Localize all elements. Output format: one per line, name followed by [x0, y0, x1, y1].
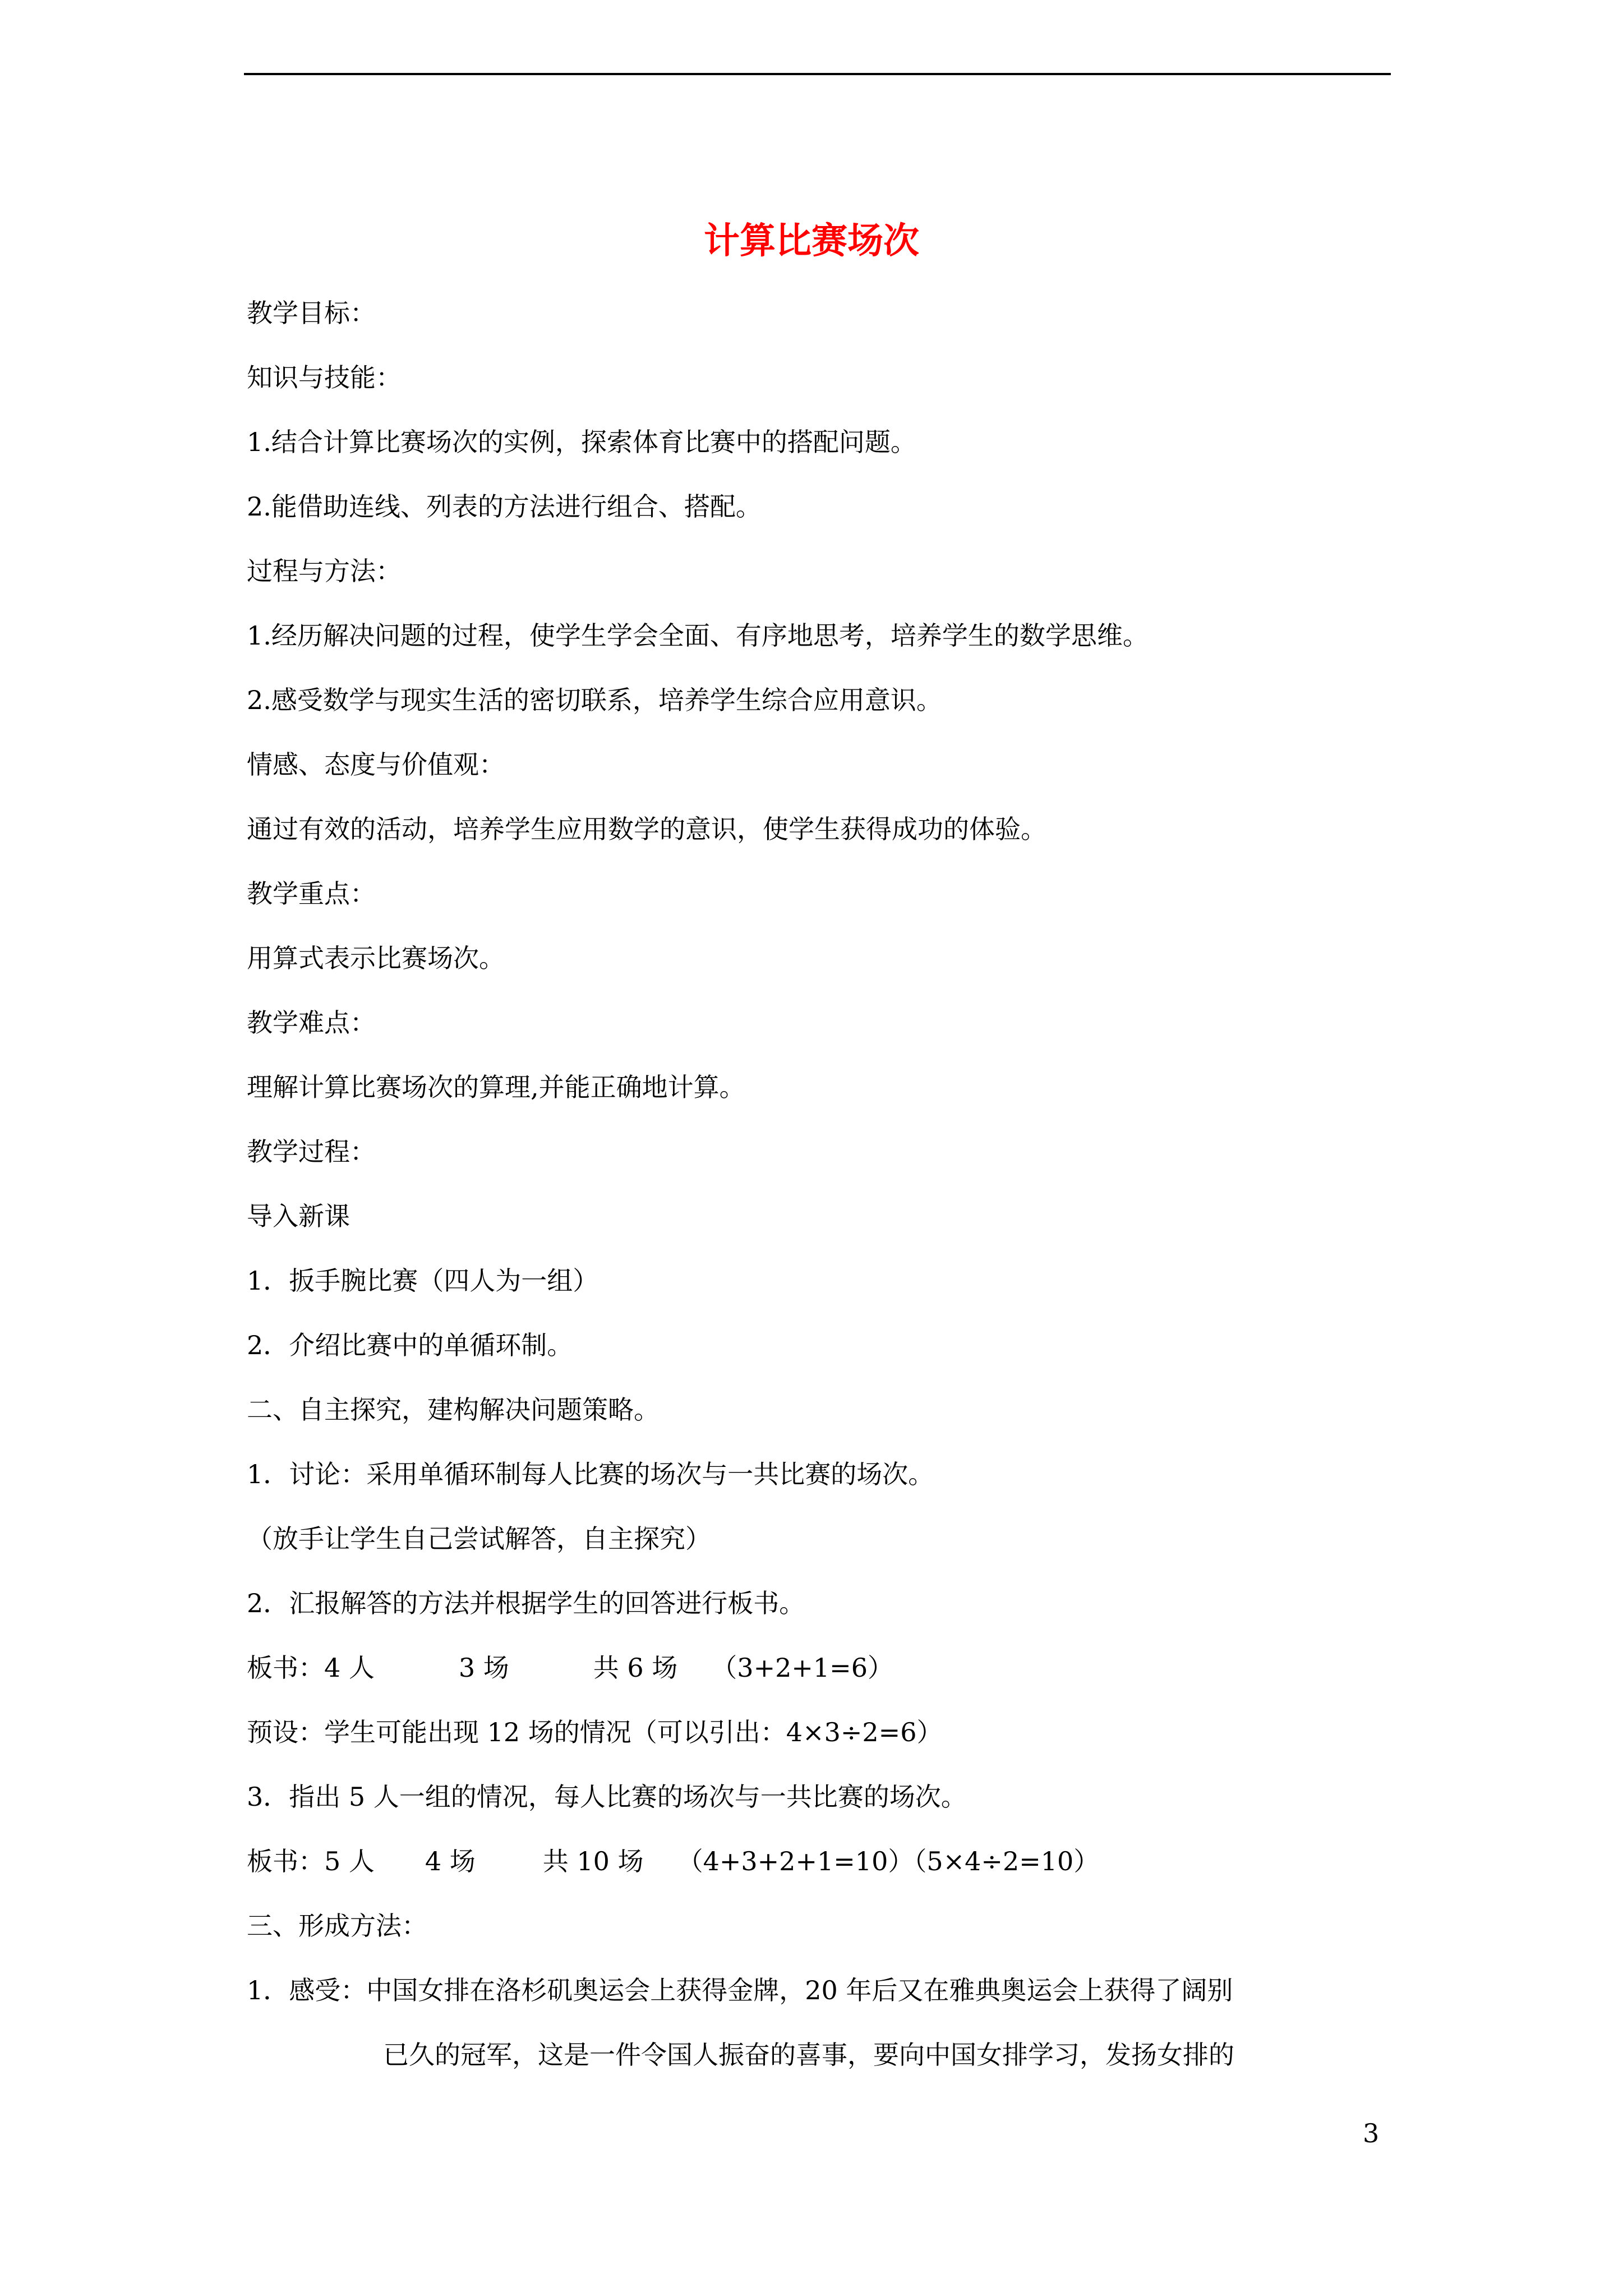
board-formula: （3+2+1=6） [711, 1653, 893, 1683]
paragraph-line: 1．扳手腕比赛（四人为一组） [247, 1266, 599, 1296]
heading-section-2: 二、自主探究，建构解决问题策略。 [247, 1395, 660, 1425]
heading-teaching-process: 教学过程： [247, 1137, 376, 1167]
paragraph-line: 通过有效的活动，培养学生应用数学的意识，使学生获得成功的体验。 [247, 814, 1046, 844]
board-per-person: 4 场 [425, 1846, 476, 1876]
paragraph-line: 2．介绍比赛中的单循环制。 [247, 1330, 573, 1360]
heading-section-3: 三、形成方法： [247, 1911, 427, 1941]
paragraph-line: 2．汇报解答的方法并根据学生的回答进行板书。 [247, 1588, 805, 1618]
heading-emotion-values: 情感、态度与价值观： [247, 749, 505, 780]
paragraph-line: 2.感受数学与现实生活的密切联系，培养学生综合应用意识。 [247, 685, 942, 715]
heading-process-method: 过程与方法： [247, 556, 402, 586]
paragraph-line-continued: 已久的冠军，这是一件令国人振奋的喜事，要向中国女排学习，发扬女排的 [383, 2040, 1234, 2070]
board-line-5-people [247, 1843, 1099, 1880]
board-total: 共 10 场 [542, 1846, 644, 1876]
paragraph-line: （放手让学生自己尝试解答，自主探究） [247, 1524, 711, 1554]
paragraph-line: 理解计算比赛场次的算理,并能正确地计算。 [247, 1072, 745, 1102]
board-per-person: 3 场 [458, 1653, 509, 1683]
paragraph-line: 1．感受：中国女排在洛杉矶奥运会上获得金牌，20 年后又在雅典奥运会上获得了阔别 [247, 1975, 1233, 2005]
heading-knowledge-skills: 知识与技能： [247, 362, 402, 393]
board-label: 板书：5 人 [247, 1846, 375, 1876]
page-number: 3 [1363, 2118, 1380, 2148]
paragraph-line: 预设：学生可能出现 12 场的情况（可以引出：4×3÷2=6） [247, 1717, 943, 1747]
paragraph-line: 3．指出 5 人一组的情况，每人比赛的场次与一共比赛的场次。 [247, 1782, 967, 1812]
paragraph-line: 1．讨论：采用单循环制每人比赛的场次与一共比赛的场次。 [247, 1459, 934, 1489]
board-total: 共 6 场 [593, 1653, 678, 1683]
paragraph-line: 1.经历解决问题的过程，使学生学会全面、有序地思考，培养学生的数学思维。 [247, 620, 1149, 651]
paragraph-line: 用算式表示比赛场次。 [247, 943, 505, 973]
header-rule [244, 73, 1391, 75]
heading-teaching-goals: 教学目标： [247, 298, 376, 328]
paragraph-line: 1.结合计算比赛场次的实例，探索体育比赛中的搭配问题。 [247, 427, 916, 457]
paragraph-line: 2.能借助连线、列表的方法进行组合、搭配。 [247, 491, 762, 522]
board-line-4-people [247, 1649, 893, 1686]
heading-intro: 导入新课 [247, 1201, 350, 1231]
document-title: 计算比赛场次 [704, 220, 919, 262]
heading-key-point: 教学重点： [247, 878, 376, 909]
heading-difficulty: 教学难点： [247, 1007, 376, 1038]
board-formula: （4+3+2+1=10）（5×4÷2=10） [677, 1846, 1100, 1876]
board-label: 板书：4 人 [247, 1653, 375, 1683]
